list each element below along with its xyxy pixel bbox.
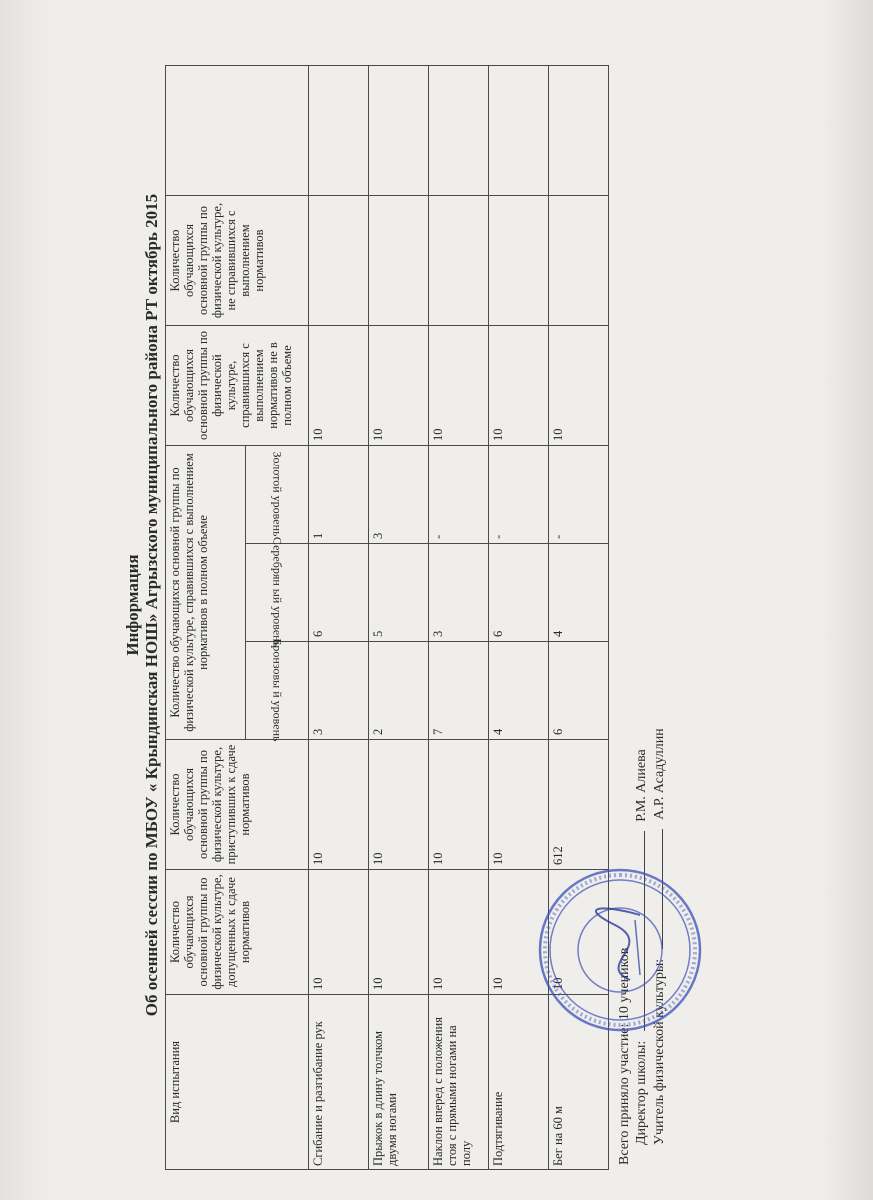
header-failed: Количество обучающихся основной группы по физической культуре, не справившихся с выполнением нормативов bbox=[166, 196, 309, 326]
cell-failed bbox=[309, 196, 369, 326]
cell-admitted: 10 bbox=[549, 870, 609, 995]
director-label: Директор школы: bbox=[634, 1040, 649, 1145]
cell-admitted: 10 bbox=[309, 870, 369, 995]
header-empty bbox=[166, 66, 309, 196]
cell-started: 10 bbox=[489, 740, 549, 870]
cell-gold: 3 bbox=[369, 446, 429, 544]
cell-admitted: 10 bbox=[429, 870, 489, 995]
cell-admitted: 10 bbox=[369, 870, 429, 995]
document-title: Информация bbox=[123, 554, 142, 656]
cell-silver: 4 bbox=[549, 544, 609, 642]
header-passed-full: Количество обучающихся основной группы по физической культуре, справившихся с выполнением нормативов в полном объеме bbox=[166, 446, 246, 740]
table-row bbox=[369, 66, 429, 1170]
cell-bronze: 3 bbox=[309, 642, 369, 740]
cell-admitted: 10 bbox=[489, 870, 549, 995]
teacher-label: Учитель физической культуры: bbox=[652, 958, 667, 1145]
cell-empty bbox=[489, 66, 549, 196]
header-test-type: Вид испытания bbox=[166, 995, 309, 1170]
table-row bbox=[309, 66, 369, 1170]
school-seal-icon bbox=[535, 865, 705, 1035]
cell-started: 10 bbox=[369, 740, 429, 870]
cell-test: Подтягивание bbox=[489, 995, 549, 1170]
cell-test: Сгибание и разгибание рук bbox=[309, 995, 369, 1170]
cell-partial: 10 bbox=[369, 326, 429, 446]
cell-empty bbox=[429, 66, 489, 196]
cell-bronze: 4 bbox=[489, 642, 549, 740]
cell-started: 10 bbox=[429, 740, 489, 870]
director-name: Р.М. Алиева bbox=[634, 749, 649, 822]
rotated-document bbox=[0, 25, 873, 1185]
cell-silver: 3 bbox=[429, 544, 489, 642]
cell-started: 612 bbox=[549, 740, 609, 870]
teacher-name: А.Р. Асадуллин bbox=[652, 728, 667, 820]
header-silver: Серебрян ый уровень bbox=[246, 544, 309, 642]
cell-failed bbox=[429, 196, 489, 326]
cell-partial: 10 bbox=[429, 326, 489, 446]
cell-test: Бег на 60 м bbox=[549, 995, 609, 1170]
header-gold: Золотой уровень bbox=[246, 446, 309, 544]
header-admitted: Количество обучающихся основной группы по физической культуре, допущенных к сдаче нормативов bbox=[166, 870, 309, 995]
cell-gold: 1 bbox=[309, 446, 369, 544]
cell-bronze: 6 bbox=[549, 642, 609, 740]
cell-test: Наклон вперед с положения стоя с прямыми ногами на полу bbox=[429, 995, 489, 1170]
header-bronze: Бронзовы й уровень bbox=[246, 642, 309, 740]
document-subtitle: Об осенней сессии по МБОУ « Крындинская НОШ» Агрызского муниципального района РТ октябрь 2015 bbox=[142, 193, 161, 1017]
cell-bronze: 7 bbox=[429, 642, 489, 740]
cell-silver: 6 bbox=[309, 544, 369, 642]
cell-gold: - bbox=[549, 446, 609, 544]
cell-gold: - bbox=[489, 446, 549, 544]
cell-failed bbox=[489, 196, 549, 326]
cell-partial: 10 bbox=[489, 326, 549, 446]
cell-empty bbox=[369, 66, 429, 196]
cell-silver: 6 bbox=[489, 544, 549, 642]
cell-partial: 10 bbox=[549, 326, 609, 446]
cell-gold: - bbox=[429, 446, 489, 544]
cell-failed bbox=[369, 196, 429, 326]
table-row bbox=[429, 66, 489, 1170]
cell-empty bbox=[309, 66, 369, 196]
cell-silver: 5 bbox=[369, 544, 429, 642]
cell-test: Прыжок в длину толчком двумя ногами bbox=[369, 995, 429, 1170]
header-passed-partial: Количество обучающихся основной группы по физической культуре, справившихся с выполнением нормативов не в полном объеме bbox=[166, 326, 309, 446]
total-participants: Всего приняло участие: 10 учеников bbox=[617, 947, 632, 1165]
cell-partial: 10 bbox=[309, 326, 369, 446]
cell-started: 10 bbox=[309, 740, 369, 870]
cell-empty bbox=[549, 66, 609, 196]
header-started: Количество обучающихся основной группы по физической культуре, приступивших к сдаче нормативов bbox=[166, 740, 309, 870]
cell-bronze: 2 bbox=[369, 642, 429, 740]
cell-failed bbox=[549, 196, 609, 326]
